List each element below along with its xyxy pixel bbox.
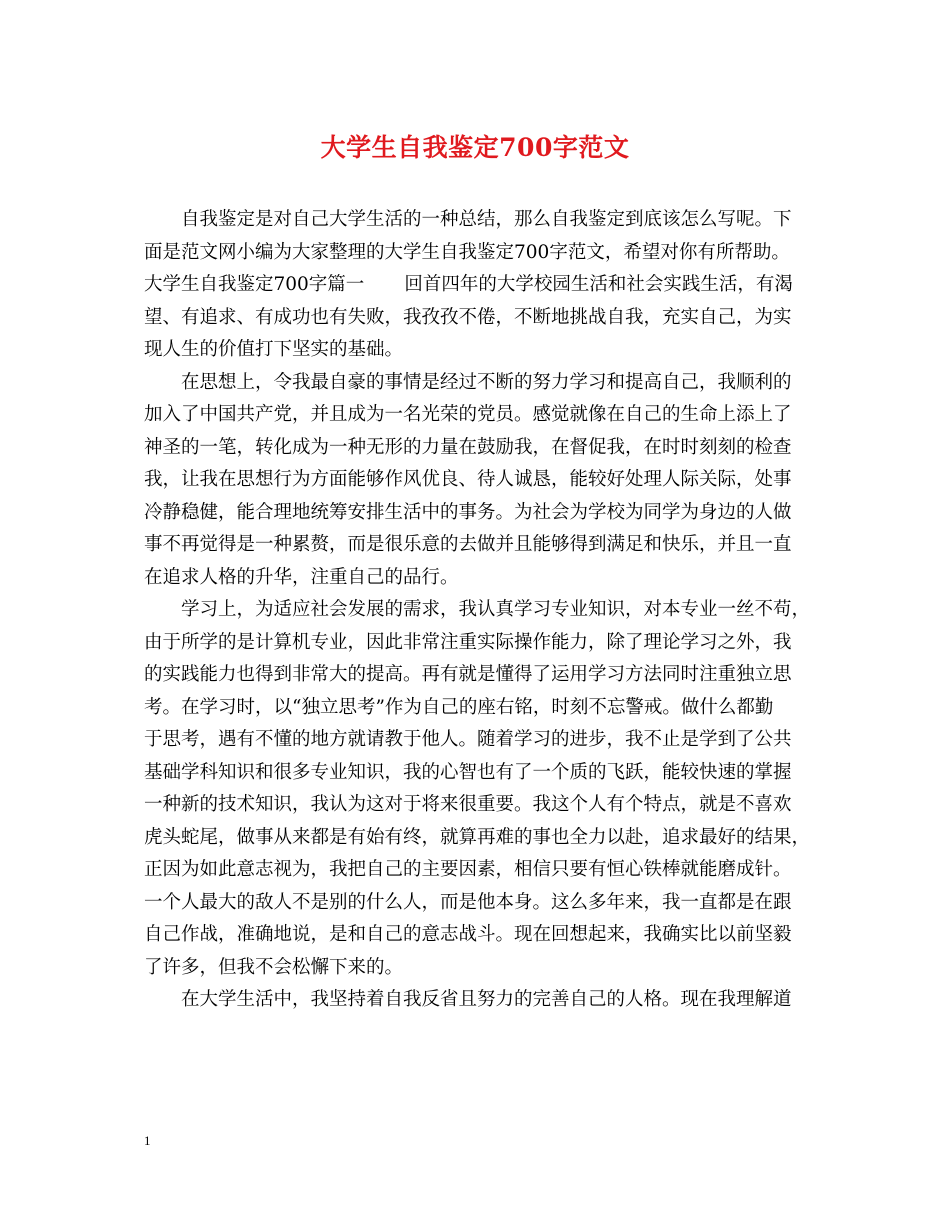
paragraph-line: 一个人最大的敌人不是别的什么人，而是他本身。这么多年来，我一直都是在跟 [144, 891, 792, 913]
paragraph-line: 由于所学的是计算机专业，因此非常注重实际操作能力，除了理论学习之外，我 [144, 631, 792, 653]
paragraph-line: 在思想上，令我最自豪的事情是经过不断的努力学习和提高自己，我顺利的 [181, 371, 792, 393]
paragraph-line: 自己作战，准确地说，是和自己的意志战斗。现在回想起来，我确实比以前坚毅 [144, 924, 792, 945]
paragraph-line: 加入了中国共产党，并且成为一名光荣的党员。感觉就像在自己的生命上添上了 [144, 404, 792, 425]
paragraph-line: 学习上，为适应社会发展的需求，我认真学习专业知识，对本专业一丝不苟， [181, 599, 811, 620]
paragraph-line: 考。在学习时，以“独立思考”作为自己的座右铭，时刻不忘警戒。做什么都勤 [144, 696, 774, 718]
paragraph-line: 冷静稳健，能合理地统筹安排生活中的事务。为社会为学校为同学为身边的人做 [144, 501, 792, 523]
paragraph-line: 我，让我在思想行为方面能够作风优良、待人诚恳，能较好处理人际关际，处事 [144, 469, 792, 490]
paragraph-line: 的实践能力也得到非常大的提高。再有就是懂得了运用学习方法同时注重独立思 [144, 664, 792, 685]
paragraph-line: 了许多，但我不会松懈下来的。 [144, 956, 404, 978]
document-body [144, 204, 824, 1017]
paragraph-line: 正因为如此意志视为，我把自己的主要因素，相信只要有恒心铁棒就能磨成针。 [144, 859, 792, 880]
paragraph-line: 于思考，遇有不懂的地方就请教于他人。随着学习的进步，我不止是学到了公共 [144, 729, 792, 750]
page-number: 1 [144, 1133, 151, 1148]
paragraph-line: 神圣的一笔，转化成为一种无形的力量在鼓励我，在督促我，在时时刻刻的检查 [144, 436, 792, 458]
paragraph-line: 现人生的价值打下坚实的基础。 [144, 339, 404, 360]
document-title: 大学生自我鉴定700字范文 [320, 133, 630, 162]
paragraph-line: 自我鉴定是对自己大学生活的一种总结，那么自我鉴定到底该怎么写呢。下 [181, 209, 792, 230]
paragraph-line [144, 269, 824, 302]
paragraph-line: 面是范文网小编为大家整理的大学生自我鉴定700字范文，希望对你有所帮助。 [144, 241, 790, 263]
paragraph-line: 在大学生活中，我坚持着自我反省且努力的完善自己的人格。现在我理解道 [181, 989, 792, 1010]
paragraph-line: 事不再觉得是一种累赘，而是很乐意的去做并且能够得到满足和快乐，并且一直 [144, 534, 792, 555]
section-heading: 大学生自我鉴定700字篇一 [144, 274, 365, 295]
paragraph-line: 基础学科知识和很多专业知识，我的心智也有了一个质的飞跃，能较快速的掌握 [144, 761, 792, 783]
paragraph-line: 望、有追求、有成功也有失败，我孜孜不倦，不断地挑战自我，充实自己，为实 [144, 306, 792, 328]
paragraph-line: 在追求人格的升华，注重自己的品行。 [144, 566, 459, 588]
paragraph-line: 虎头蛇尾，做事从来都是有始有终，就算再难的事也全力以赴，追求最好的结果， [144, 826, 811, 848]
paragraph-line: 一种新的技术知识，我认为这对于将来很重要。我这个人有个特点，就是不喜欢 [144, 794, 792, 815]
paragraph-text: 回首四年的大学校园生活和社会实践生活，有渴 [404, 274, 793, 295]
